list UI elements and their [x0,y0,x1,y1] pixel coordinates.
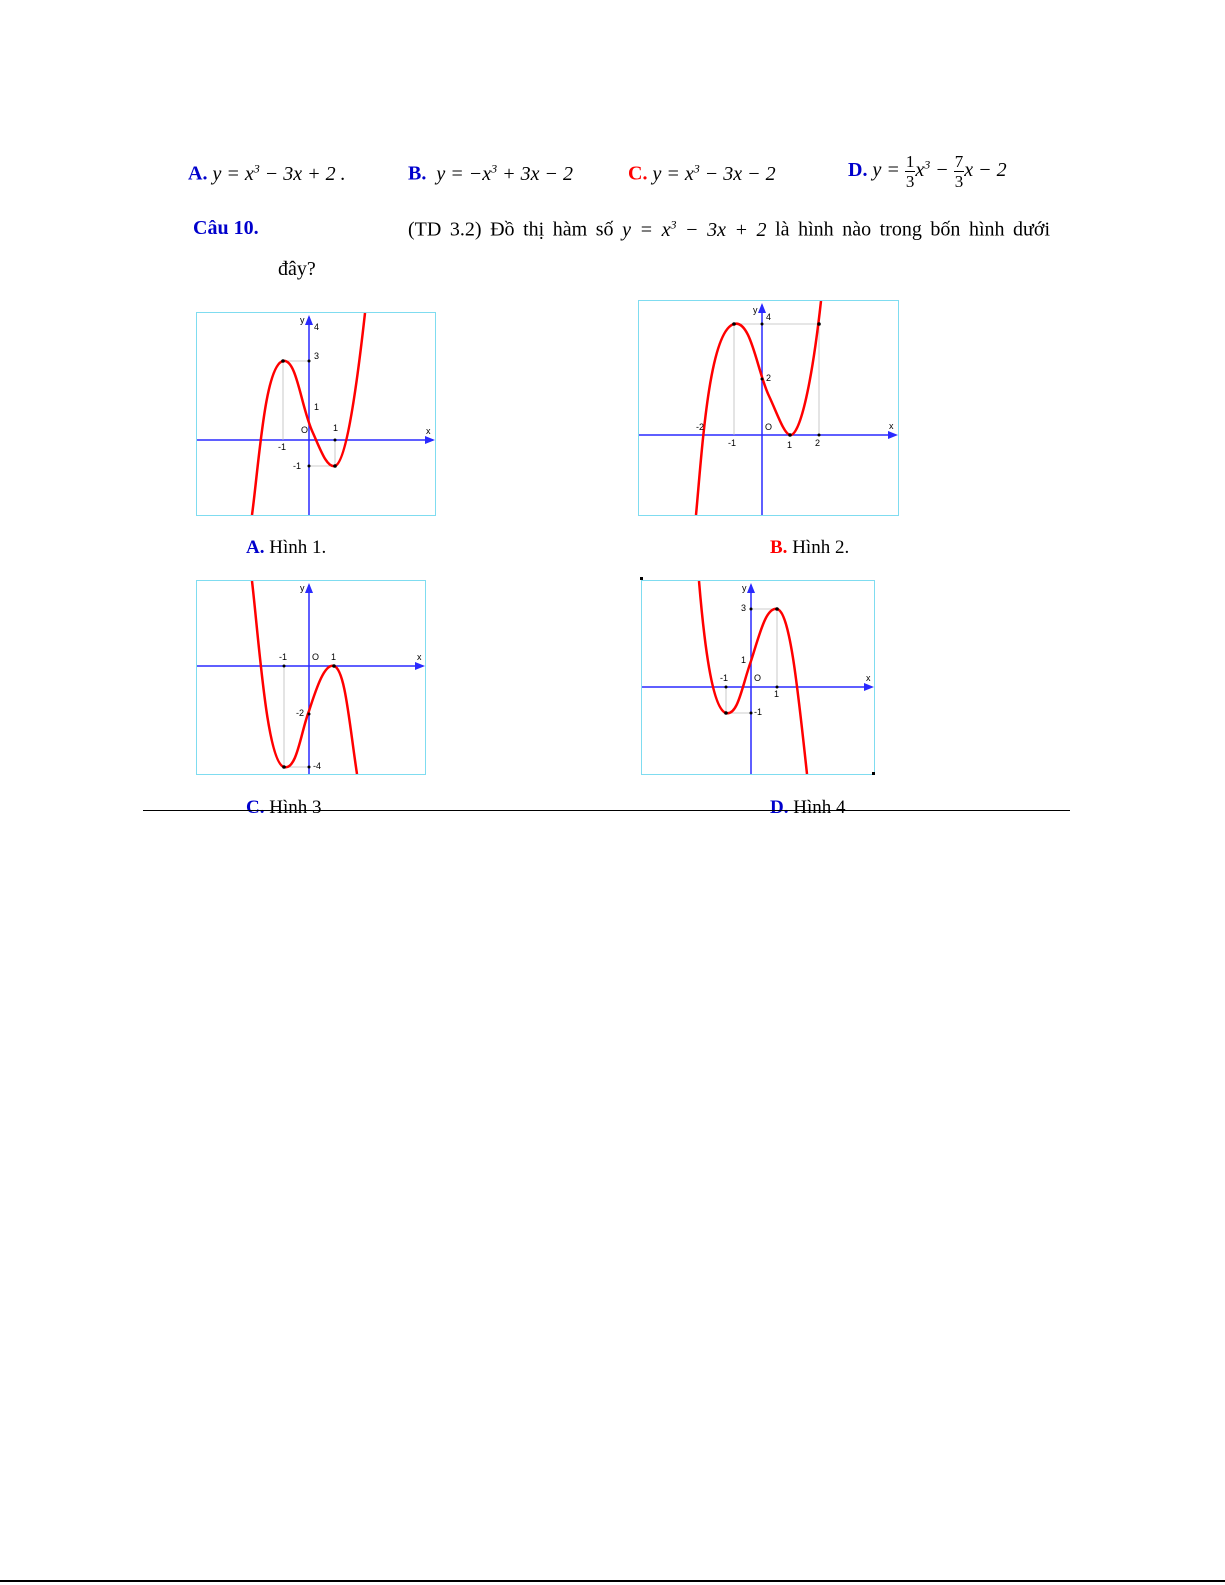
g3-label-y: y [300,583,305,593]
option-b-letter: B. [408,162,427,185]
question-text-continued: đây? [278,258,316,280]
g2-tick-2x: 2 [815,438,821,448]
g3-tick-m4: -4 [313,761,322,771]
g4-label-y: y [742,583,747,593]
answer-options-row [188,161,346,186]
caption-b: B. Hình 2. [770,537,850,558]
g2-origin: O [765,422,773,432]
g4-tick-m1x: -1 [720,673,729,683]
option-b [408,161,573,186]
g4-tick-1y: 1 [741,655,747,665]
g2-label-x: x [889,421,894,431]
g3-tick-1: 1 [331,652,337,662]
g1-label-x: x [426,426,431,436]
g2-tick-m2: -2 [696,422,705,432]
option-b-expr: $y = -x^3 + 3x - 2$ [436,161,573,185]
option-c-expr: $y = x^3 - 3x - 2$ [652,161,776,185]
graph-hinh-4 [641,580,875,775]
g4-tick-m1y: -1 [754,707,763,717]
question-expr: $y = x^3 - 3x + 2$ [622,217,767,241]
g3-origin: O [312,652,320,662]
g1-label-y: y [300,315,305,325]
g2-tick-1: 1 [787,440,793,450]
option-c-letter: C. [628,162,648,185]
g3-tick-m2: -2 [296,708,305,718]
g1-origin: O [301,425,309,435]
caption-d: D. Hình 4 [770,797,846,818]
g4-tick-1x: 1 [774,689,780,699]
option-d [848,152,1007,191]
g1-tick-4: 4 [314,322,320,332]
caption-c: C. Hình 3 [246,797,322,818]
g2-tick-2: 2 [766,373,772,383]
graph-hinh-2 [638,300,899,516]
option-d-letter: D. [848,159,868,182]
g2-tick-4: 4 [766,312,772,322]
g1-tick-1x: 1 [333,423,339,433]
graph-4-corner-dot-br [872,772,875,775]
page-divider [143,810,1070,811]
caption-a: A. Hình 1. [246,537,327,558]
option-d-expr: y = $\frac{1}{3}$ $x^3$ − $\frac{7}{3}$ x − 2 [872,152,1007,191]
option-c [628,161,776,186]
graph-hinh-3 [196,580,426,775]
g1-tick-3: 3 [314,351,320,361]
g4-tick-3: 3 [741,603,747,613]
g3-tick-m1: -1 [279,652,288,662]
page-bottom-rule [0,1580,1225,1582]
question-label: Câu 10. [193,217,259,239]
g4-label-x: x [866,673,871,683]
g3-label-x: x [417,652,422,662]
g4-origin: O [754,673,762,683]
g1-tick-m1x: -1 [278,442,287,452]
graph-hinh-1 [196,312,436,516]
question-text: (TD 3.2) Đồ thị hàm số $y = x^3 - 3x + 2$ là hình nào trong bốn hình dưới [408,217,1051,241]
g1-tick-m1y: -1 [293,461,302,471]
option-a-expr: $y = x^3 - 3x + 2$ . [212,161,346,185]
option-a-letter: A. [188,162,208,185]
g2-label-y: y [753,305,758,315]
g1-tick-1y: 1 [314,402,320,412]
g2-tick-m1: -1 [728,438,737,448]
